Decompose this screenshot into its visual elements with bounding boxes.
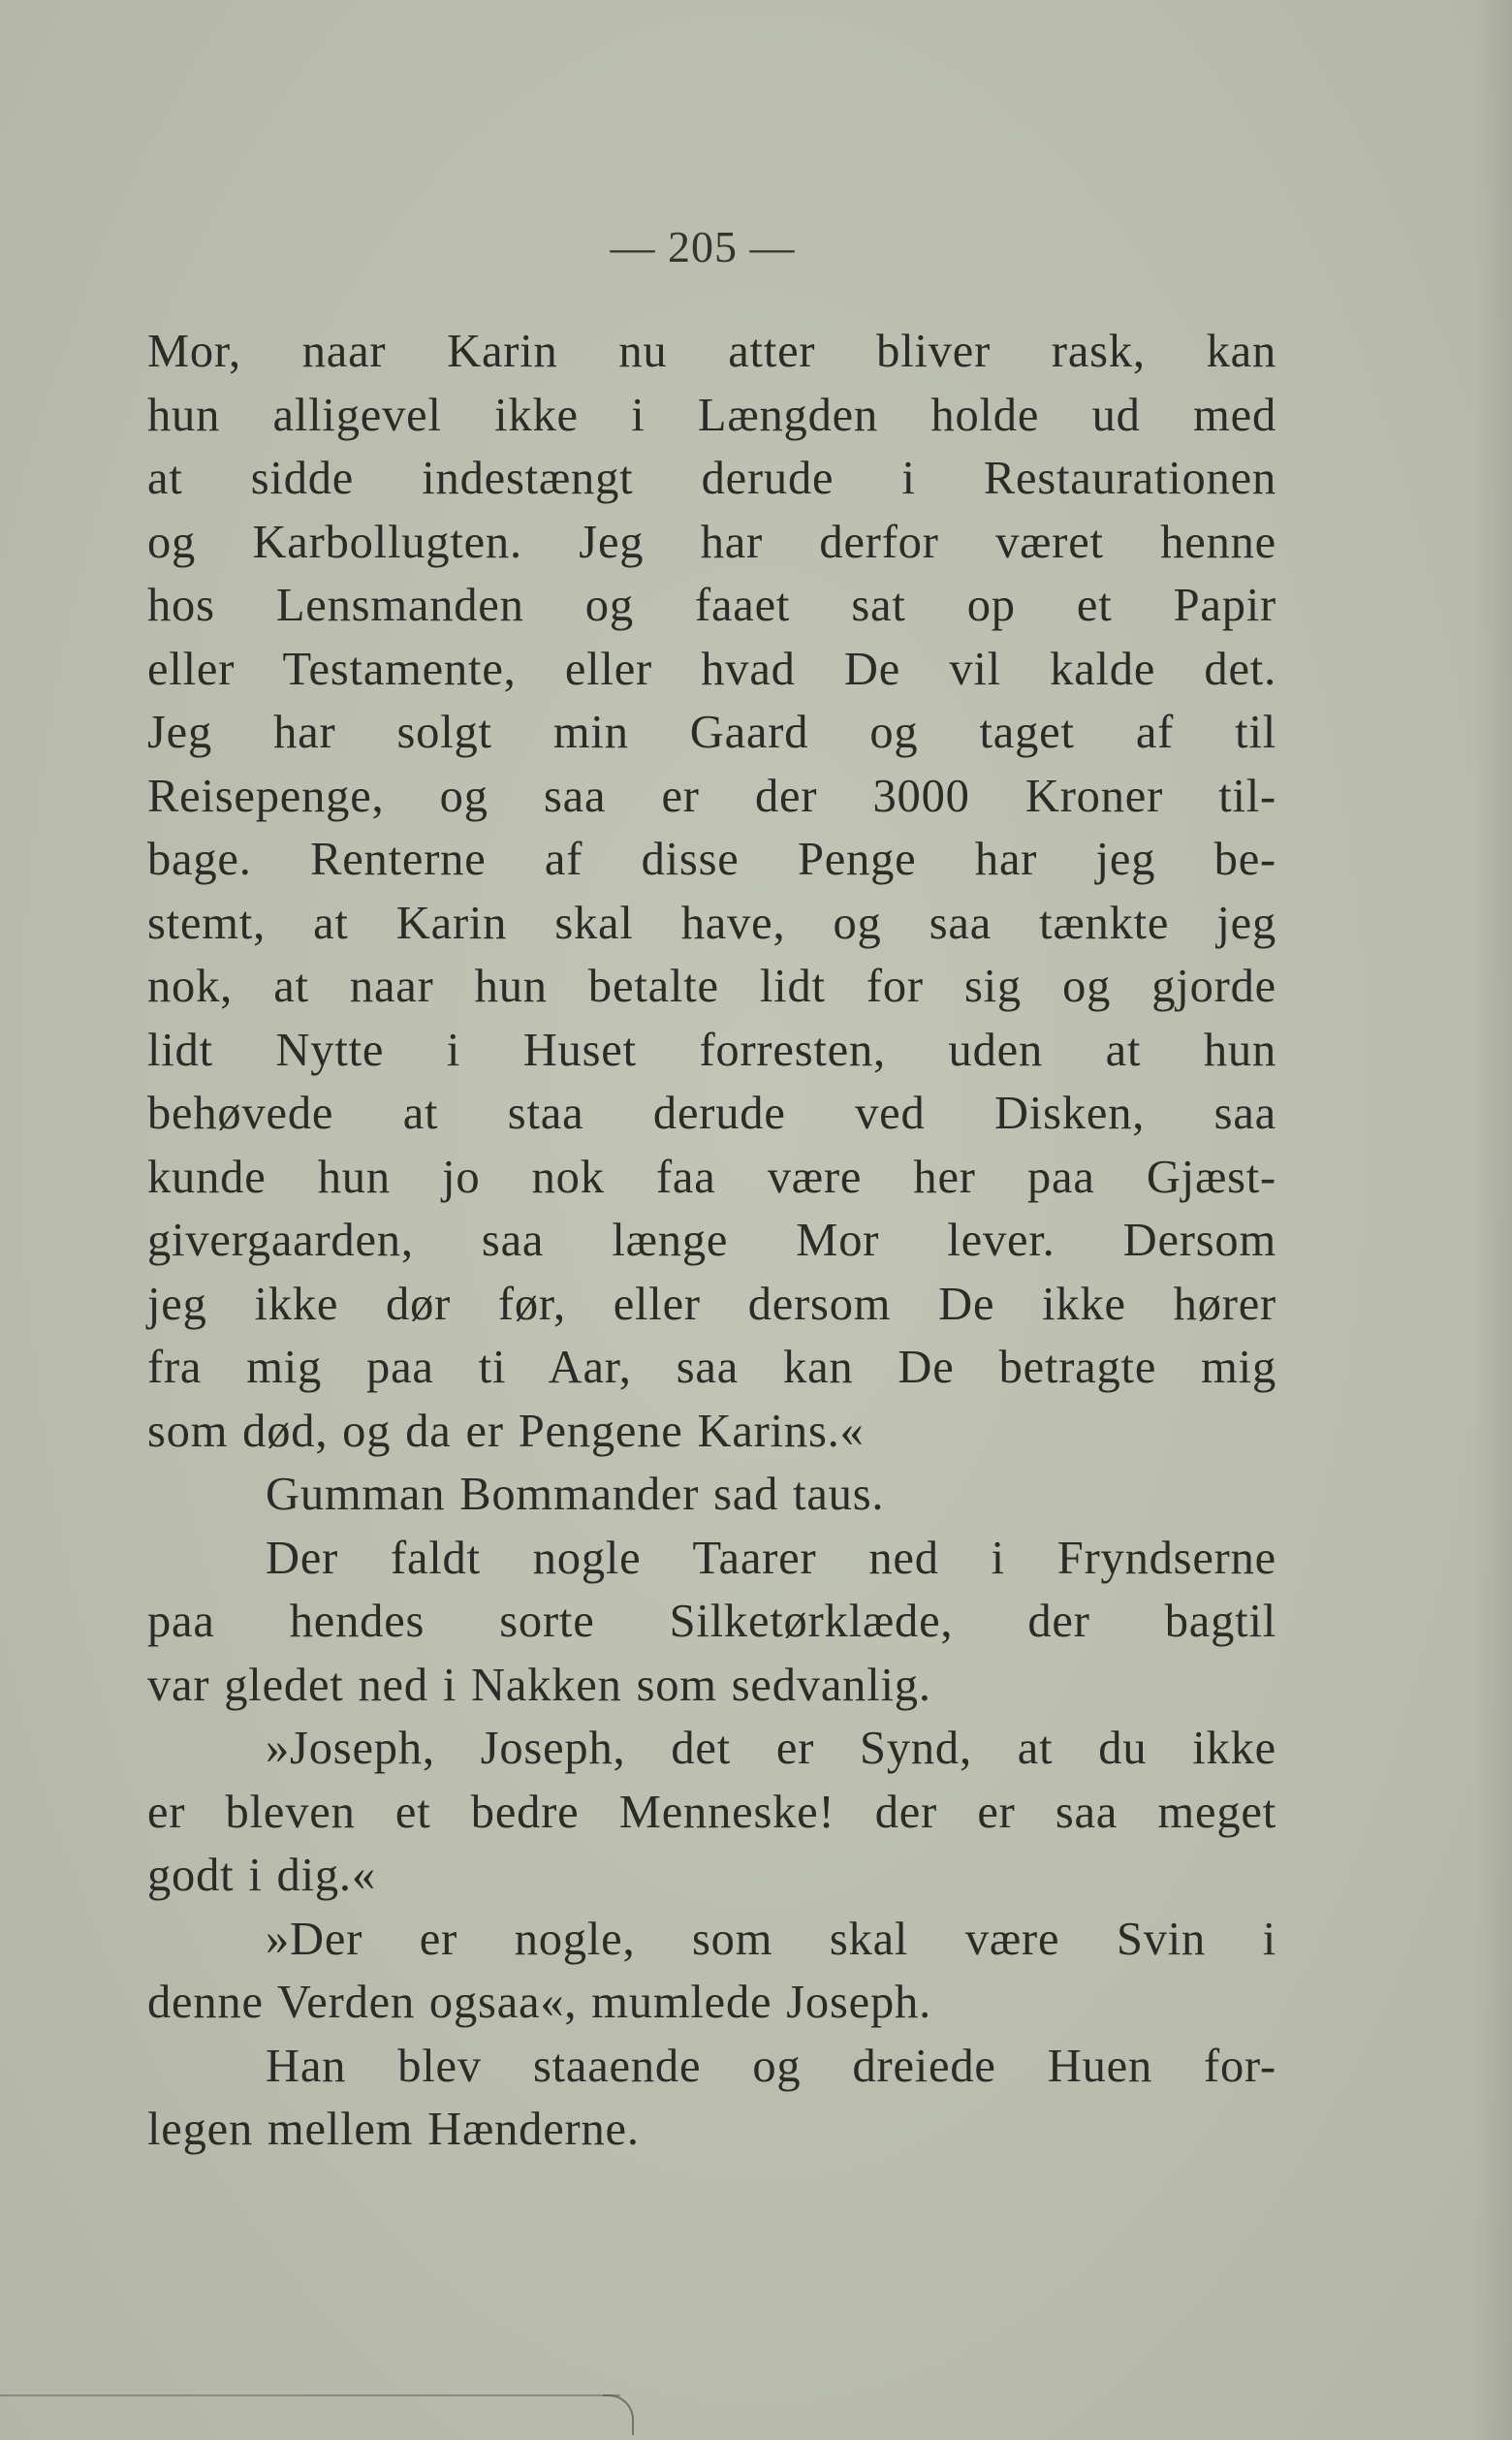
body-text bbox=[147, 320, 1276, 2162]
bottom-rule-hook bbox=[603, 2394, 634, 2435]
text-line: eller Testamente, eller hvad De vil kalde det. bbox=[147, 643, 1276, 695]
text-line: lidt Nytte i Huset forresten, uden at hun bbox=[147, 1024, 1276, 1076]
page-number: — 205 — bbox=[610, 222, 796, 271]
text-line: Gumman Bommander sad taus. bbox=[266, 1469, 885, 1520]
text-line: hos Lensmanden og faaet sat op et Papir bbox=[147, 580, 1276, 631]
text-line: var gledet ned i Nakken som sedvanlig. bbox=[147, 1659, 931, 1711]
text-line: Jeg har solgt min Gaard og taget af til bbox=[147, 707, 1276, 758]
text-line: kunde hun jo nok faa være her paa Gjæst- bbox=[147, 1151, 1276, 1203]
text-line: bage. Renterne af disse Penge har jeg be- bbox=[147, 834, 1276, 885]
text-line: »Der er nogle, som skal være Svin i bbox=[266, 1913, 1276, 1965]
text-line: nok, at naar hun betalte lidt for sig og gjorde bbox=[147, 961, 1276, 1012]
text-line: paa hendes sorte Silketørklæde, der bagtil bbox=[147, 1596, 1276, 1647]
text-line: givergaarden, saa længe Mor lever. Dersom bbox=[147, 1215, 1276, 1266]
text-line: Der faldt nogle Taarer ned i Fryndserne bbox=[266, 1532, 1276, 1584]
text-line: stemt, at Karin skal have, og saa tænkte jeg bbox=[147, 897, 1276, 949]
text-line: godt i dig.« bbox=[147, 1850, 376, 1901]
text-line: er bleven et bedre Menneske! der er saa meget bbox=[147, 1786, 1276, 1838]
page-edge-shade bbox=[1473, 0, 1512, 2440]
text-line: som død, og da er Pengene Karins.« bbox=[147, 1405, 865, 1457]
text-line: og Karbollugten. Jeg har derfor været henne bbox=[147, 516, 1276, 568]
bottom-rule bbox=[0, 2394, 620, 2396]
text-line: behøvede at staa derude ved Disken, saa bbox=[147, 1088, 1276, 1139]
text-line: denne Verden ogsaa«, mumlede Joseph. bbox=[147, 1977, 932, 2028]
text-line: »Joseph, Joseph, det er Synd, at du ikke bbox=[266, 1723, 1276, 1774]
text-line: legen mellem Hænderne. bbox=[147, 2104, 640, 2155]
text-line: Reisepenge, og saa er der 3000 Kroner til- bbox=[147, 770, 1276, 822]
text-line: Mor, naar Karin nu atter bliver rask, kan bbox=[147, 326, 1276, 377]
text-line: jeg ikke dør før, eller dersom De ikke hører bbox=[147, 1278, 1276, 1330]
text-line: at sidde indestængt derude i Restaurationen bbox=[147, 453, 1276, 504]
text-line: fra mig paa ti Aar, saa kan De betragte mig bbox=[147, 1342, 1276, 1393]
text-line: hun alligevel ikke i Længden holde ud med bbox=[147, 389, 1276, 441]
text-line: Han blev staaende og dreiede Huen for- bbox=[266, 2040, 1276, 2092]
